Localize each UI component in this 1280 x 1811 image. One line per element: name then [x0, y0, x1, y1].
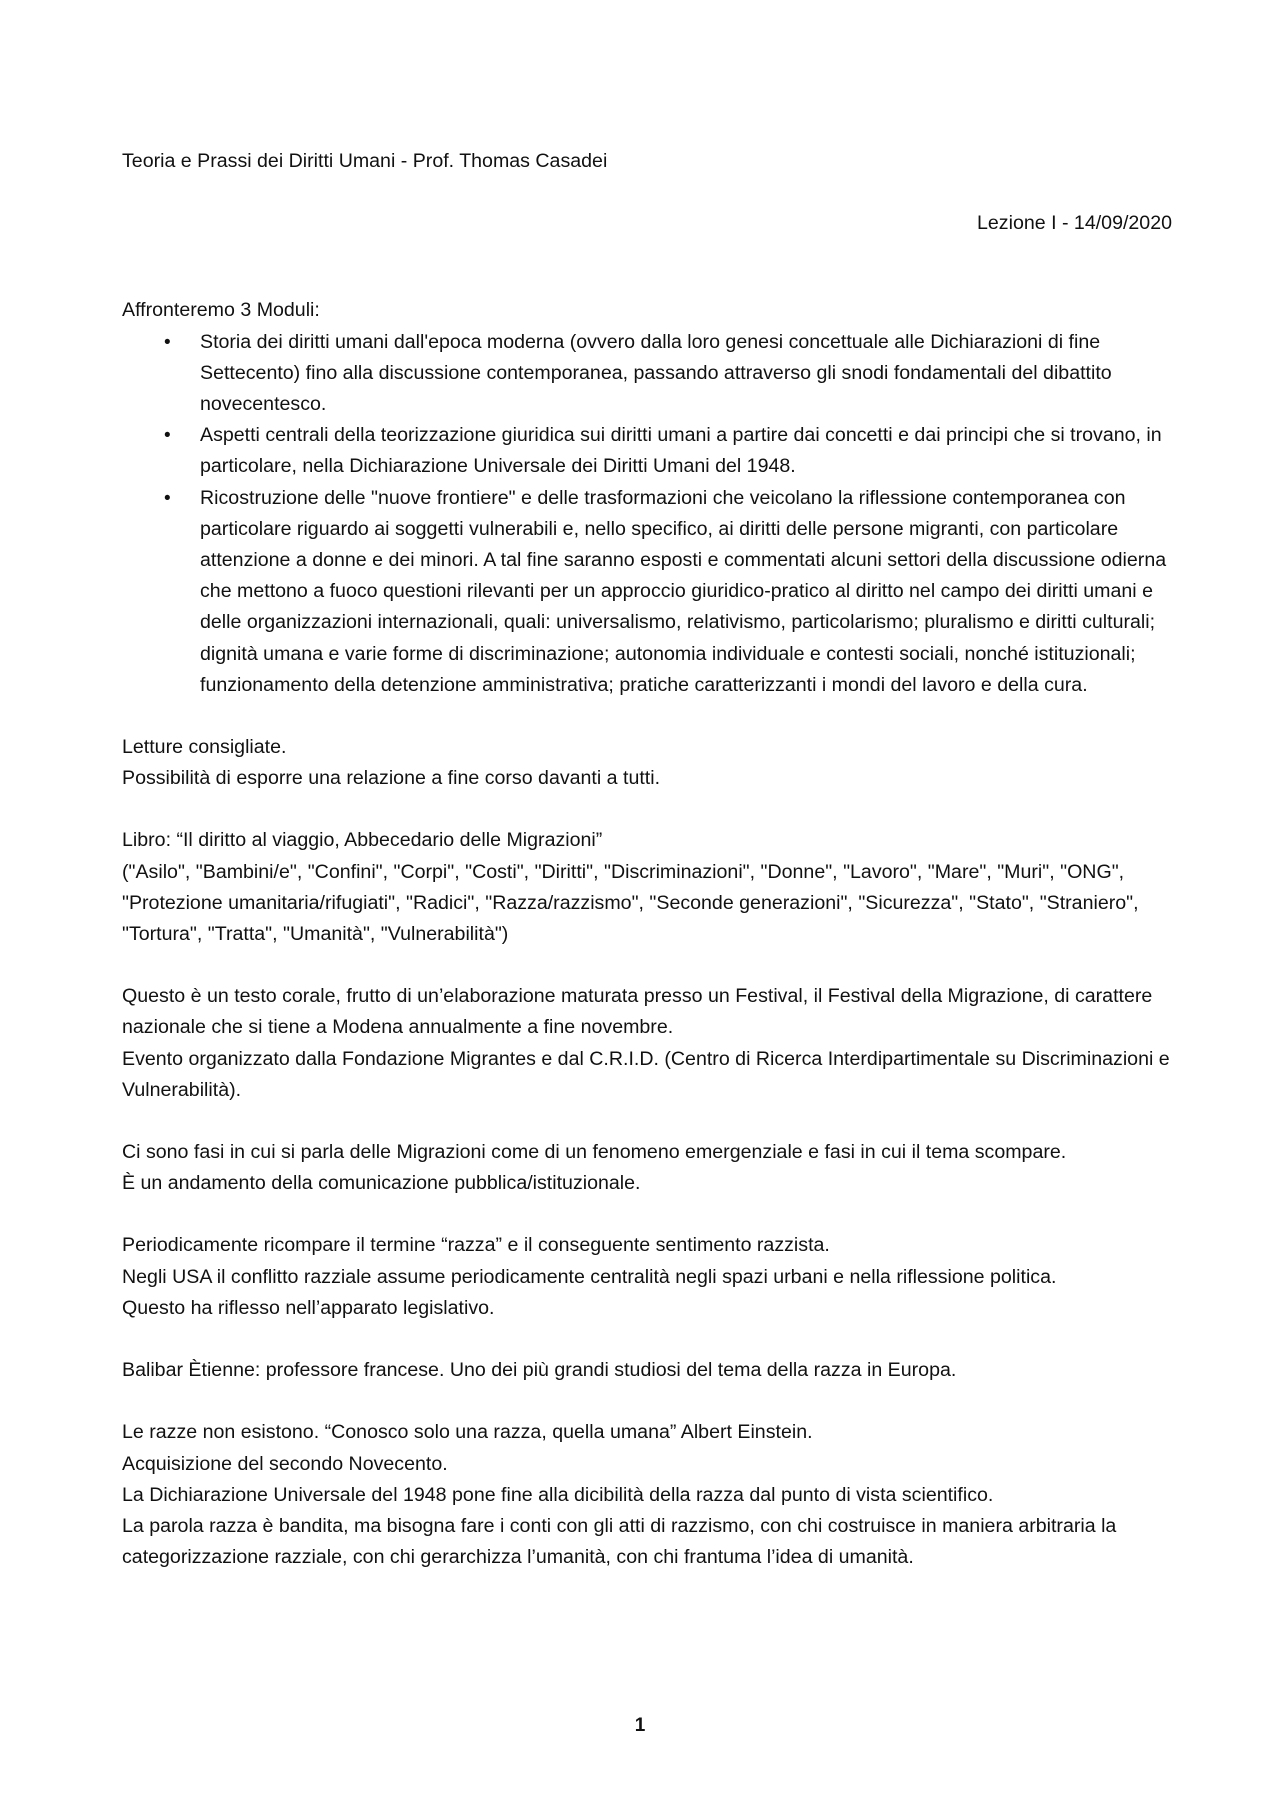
paragraph: Le razze non esistono. “Conosco solo una razza, quella umana” Albert Einstein. — [122, 1421, 813, 1444]
paragraph: Questo ha riflesso nell’apparato legislativo. — [122, 1296, 495, 1319]
paragraph: Evento organizzato dalla Fondazione Migrantes e dal C.R.I.D. (Centro di Ricerca Interdipartimentale su Discriminazioni e Vulnerabilità). — [122, 1047, 1170, 1101]
page-number: 1 — [634, 1715, 646, 1736]
paragraph: È un andamento della comunicazione pubblica/istituzionale. — [122, 1172, 641, 1195]
book-entries: ("Asilo", "Bambini/e", "Confini", "Corpi", "Costi", "Diritti", "Discriminazioni", "Donne", "Lavoro", "Mare", "Muri", "ONG", "Protezione umanitaria/rifugiati", "Radici", "Razza/razzismo", "Seconde generazioni", "Sicurezza", "Stato", "Straniero", "Tortura", "Tratta", "Umanità", "Vulnerabilità") — [122, 860, 1139, 946]
list-item: • Ricostruzione delle "nuove frontiere" e delle trasformazioni che veicolano la riflessione contemporanea con particolare riguardo ai soggetti vulnerabili e, nello specifico, ai diritti delle persone migranti, con particolare attenzione a donne e dei minori. A tal fine saranno esposti e commentati alcuni settori della discussione odierna che mettono a fuoco questioni rilevanti per un approccio giuridico-pratico al diritto nel campo dei diritti umani e delle organizzazioni internazionali, quali: universalismo, relativismo, particolarismo; pluralismo e diritti culturali; dignità umana e varie forme di discriminazione; autonomia individuale e contesti sociali, nonché istituzionali; funzionamento della detenzione amministrativa; pratiche caratterizzanti i mondi del lavoro e della cura. — [122, 483, 1172, 701]
paragraph: Questo è un testo corale, frutto di un’elaborazione maturata presso un Festival, il Festival della Migrazione, di carattere nazionale che si tiene a Modena annualmente a fine novembre. — [122, 985, 1153, 1039]
presentation-line: Possibilità di esporre una relazione a fine corso davanti a tutti. — [122, 767, 661, 790]
readings-line: Letture consigliate. — [122, 736, 287, 759]
list-item: • Storia dei diritti umani dall'epoca moderna (ovvero dalla loro genesi concettuale alle Dichiarazioni di fine Settecento) fino alla discussione contemporanea, passando attraverso gli snodi fondamentali del dibattito novecentesco. — [122, 327, 1172, 421]
paragraph: La Dichiarazione Universale del 1948 pone fine alla dicibilità della razza dal punto di vista scientifico. — [122, 1483, 994, 1506]
book-title: Libro: “Il diritto al viaggio, Abbecedario delle Migrazioni” — [122, 829, 603, 852]
modules-intro: Affronteremo 3 Moduli: — [122, 299, 320, 322]
paragraph: Negli USA il conflitto razziale assume periodicamente centralità negli spazi urbani e nella riflessione politica. — [122, 1265, 1057, 1288]
paragraph: Periodicamente ricompare il termine “razza” e il conseguente sentimento razzista. — [122, 1234, 830, 1257]
paragraph: Balibar Ètienne: professore francese. Uno dei più grandi studiosi del tema della razza in Europa. — [122, 1359, 957, 1382]
list-item: • Aspetti centrali della teorizzazione giuridica sui diritti umani a partire dai concetti e dai principi che si trovano, in particolare, nella Dichiarazione Universale dei Diritti Umani del 1948. — [122, 420, 1172, 482]
lesson-date: Lezione I - 14/09/2020 — [977, 212, 1172, 235]
paragraph: Acquisizione del secondo Novecento. — [122, 1452, 448, 1475]
paragraph: La parola razza è bandita, ma bisogna fare i conti con gli atti di razzismo, con chi costruisce in maniera arbitraria la categorizzazione razziale, con chi gerarchizza l’umanità, con chi frantuma l’idea di umanità. — [122, 1514, 1117, 1569]
document-page — [122, 146, 1172, 1573]
modules-list — [122, 327, 1172, 701]
paragraph: Ci sono fasi in cui si parla delle Migrazioni come di un fenomeno emergenziale e fasi in cui il tema scompare. — [122, 1141, 1067, 1164]
document-title: Teoria e Prassi dei Diritti Umani - Prof. Thomas Casadei — [122, 150, 608, 172]
